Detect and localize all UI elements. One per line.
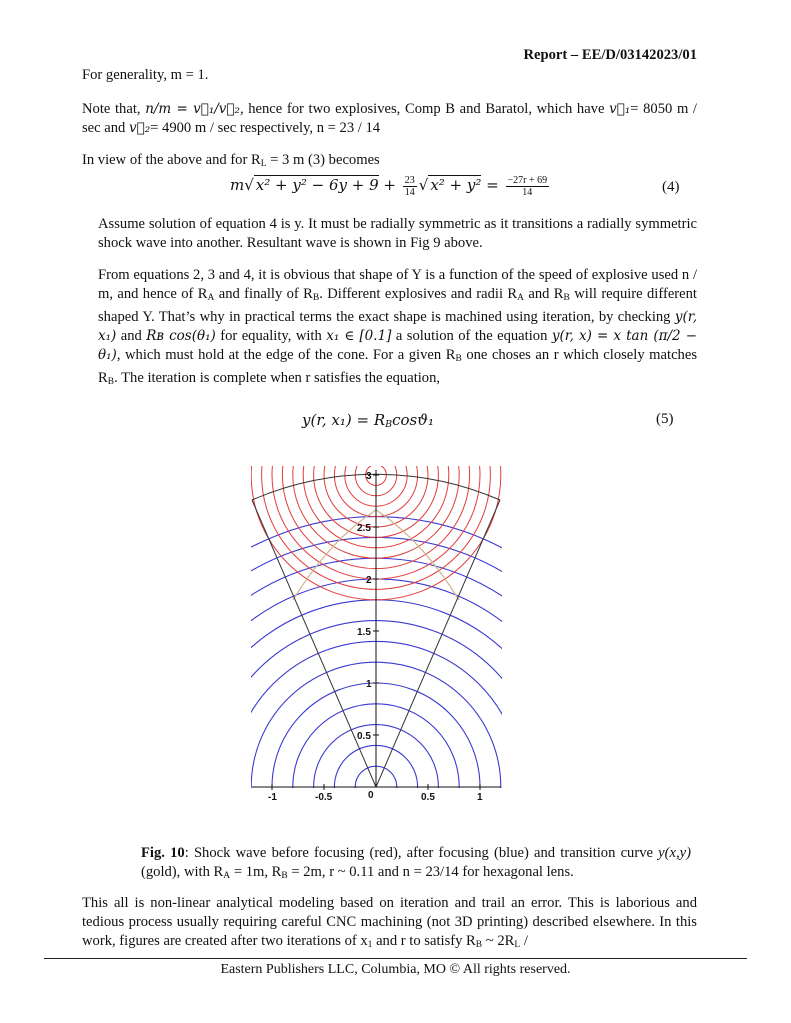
svg-text:-0.5: -0.5 xyxy=(315,792,333,803)
subscript: A xyxy=(207,293,215,303)
subscript: A xyxy=(223,871,231,881)
subscript: B xyxy=(475,940,483,950)
eq5-lhs: y(r, x₁) = R xyxy=(302,411,386,429)
svg-text:2: 2 xyxy=(366,575,372,586)
svg-text:1: 1 xyxy=(366,679,372,690)
paragraph-generality: For generality, m = 1. xyxy=(82,67,209,83)
caption-math: y(x,y) xyxy=(658,845,691,861)
subscript: B xyxy=(563,293,570,303)
eq-m: m xyxy=(230,175,245,194)
v2-math: v⃗₂ xyxy=(129,120,151,136)
eq5-rhs: cosϑ₁ xyxy=(392,411,434,429)
eq-plus: + xyxy=(378,175,401,194)
subscript: B xyxy=(312,293,320,303)
svg-text:1: 1 xyxy=(477,792,483,803)
svg-text:2.5: 2.5 xyxy=(357,523,371,534)
sqrt-sign: √ xyxy=(418,175,429,194)
figure-caption xyxy=(141,844,691,886)
frac-den: 14 xyxy=(404,187,415,198)
math-x1-interval: x₁ ∈ [0.1] xyxy=(326,328,392,344)
text: In view of the above and for R xyxy=(82,152,261,168)
text: = 3 m (3) becomes xyxy=(266,152,380,168)
text: (gold), with R xyxy=(141,864,224,880)
text: and r to satisfy R xyxy=(372,933,476,949)
svg-text:3: 3 xyxy=(366,471,372,482)
text: This all is non-linear analytical modeling based on iteration and trail an error. This is laborious and tedious process usually requiring careful CNC machining (not 3D printing) described elsewhere. In this work, figures are created after two iterations of x xyxy=(82,895,697,949)
math-y-r-x1: y(r, x₁) xyxy=(98,309,697,344)
frac-num: 23 xyxy=(404,175,415,186)
text: , hence for two explosives, Comp B and Baratol, which have xyxy=(239,101,610,117)
subscript: A xyxy=(517,293,524,303)
text: a solution of the equation xyxy=(391,328,552,344)
text: = 8050 m / sec and xyxy=(82,101,697,136)
text: Note that, xyxy=(82,101,146,117)
v1-math: v⃗₁ xyxy=(609,101,631,117)
math-cone-edge: y(r, x) = x tan (π/2 − θ₁) xyxy=(98,328,698,363)
subscript: B xyxy=(455,354,462,364)
text: . The iteration is complete when r satisfies the equation, xyxy=(114,370,441,386)
text: and R xyxy=(523,286,564,302)
equation-number-4: (4) xyxy=(662,179,680,195)
text: = 1m, R xyxy=(230,864,282,880)
text: one choses an r which closely matches R xyxy=(98,347,697,386)
subscript: B xyxy=(281,871,288,881)
text: = 2m, r ~ 0.11 and n = 23/14 for hexagonal lens. xyxy=(287,864,574,880)
equation-number-5: (5) xyxy=(656,411,674,427)
sqrt-term-1: x² + y² − 6y + 9 xyxy=(255,175,379,194)
text: and finally of R xyxy=(214,286,313,302)
subscript: B xyxy=(107,377,115,387)
sqrt-term-2: x² + y² xyxy=(430,175,482,194)
frac-den: 14 xyxy=(522,187,533,198)
ratio-math: n/m = v⃗₁/v⃗₂ xyxy=(145,101,240,117)
axes xyxy=(252,470,501,790)
frac-num: −27r + 69 xyxy=(507,175,548,186)
text: and xyxy=(116,328,147,344)
svg-text:0.5: 0.5 xyxy=(421,792,435,803)
text: for equality, with xyxy=(215,328,327,344)
text: = 4900 m / sec respectively, n = 23 / 14 xyxy=(150,120,381,136)
text: / xyxy=(520,933,528,949)
svg-text:-1: -1 xyxy=(268,792,277,803)
x-tick-labels xyxy=(268,790,483,803)
footer-copyright: Eastern Publishers LLC, Columbia, MO © All rights reserved. xyxy=(220,962,571,977)
subscript: L xyxy=(260,159,267,169)
y-tick-labels xyxy=(357,471,372,742)
text: ~ 2R xyxy=(482,933,515,949)
subscript: 1 xyxy=(367,940,373,950)
text: . Different explosives and radii R xyxy=(319,286,518,302)
text: From equations 2, 3 and 4, it is obvious that shape of Y is a function of the speed of explosive used n / m, and hence of R xyxy=(98,267,697,302)
text: will require different shaped Y. That’s why in practical terms the exact shape is machined using iteration, by checking xyxy=(98,286,697,325)
math-rb-cos: Rʙ cos(θ₁) xyxy=(146,328,216,344)
svg-text:0.5: 0.5 xyxy=(357,731,371,742)
footer-divider xyxy=(44,958,747,959)
paragraph-assume-solution: Assume solution of equation 4 is y. It must be radially symmetric as it transitions a radially symmetric shock wave into another. Resultant wave is shown in Fig 9 above. xyxy=(98,216,697,251)
text: : Shock wave before focusing (red), after focusing (blue) and transition curve xyxy=(184,845,659,861)
subscript: B xyxy=(385,419,393,430)
caption-label: Fig. 10 xyxy=(141,845,185,861)
text: , which must hold at the edge of the cone. For a given R xyxy=(116,347,456,363)
eq-equals: = xyxy=(481,175,504,194)
sqrt-sign: √ xyxy=(244,175,254,194)
svg-text:0: 0 xyxy=(368,790,374,801)
subscript: L xyxy=(514,940,521,950)
paragraph-non-linear xyxy=(82,894,697,955)
svg-text:1.5: 1.5 xyxy=(357,627,371,638)
report-header: Report – EE/D/03142023/01 xyxy=(523,47,697,63)
